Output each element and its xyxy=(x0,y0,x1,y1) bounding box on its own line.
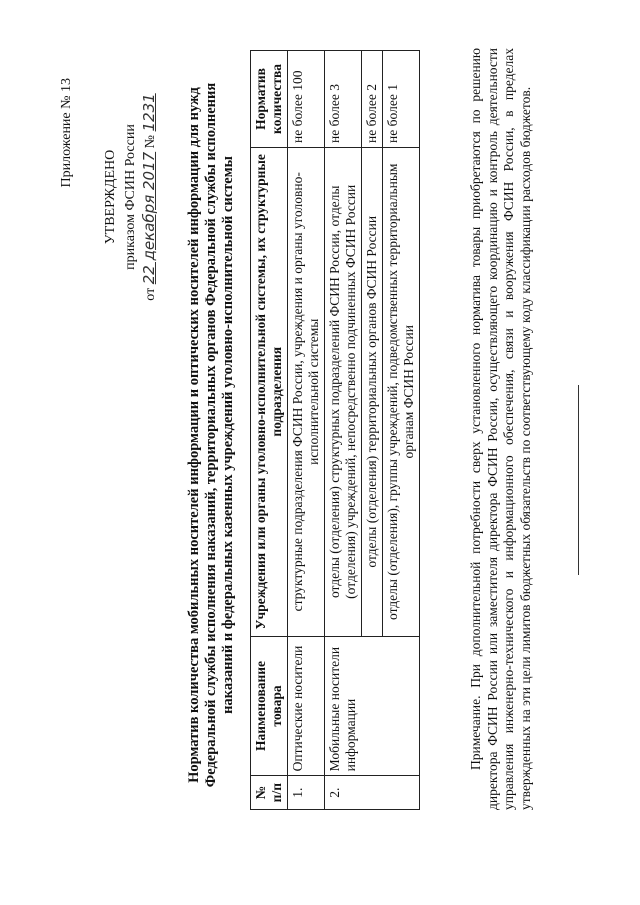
table-header-row xyxy=(251,51,288,810)
handwritten-date: 22 декабря 2017 xyxy=(140,151,158,285)
header-product-name: Наименование товара xyxy=(251,636,288,776)
row-num: 1. xyxy=(288,776,325,810)
row-product-name: Мобильные носители информации xyxy=(325,636,420,776)
row-institution: отделы (отделения), группы учреждений, подведомственных территориальным органам ФСИН России xyxy=(383,147,420,636)
appendix-number: Приложение № 13 xyxy=(59,78,74,188)
closing-rule xyxy=(578,385,579,575)
number-prefix: № xyxy=(143,134,158,149)
row-institution: отделы (отделения) структурных подразделений ФСИН России, отделы (отделения) учреждений, непосредственно подчиненных ФСИН России xyxy=(325,147,362,636)
norm-table xyxy=(250,50,420,810)
row-institution: структурные подразделения ФСИН России, учреждения и органы уголовно-исполнительной системы xyxy=(288,147,325,636)
table-row xyxy=(288,51,325,810)
row-product-name: Оптические носители xyxy=(288,636,325,776)
row-institution: отделы (отделения) территориальных органов ФСИН России xyxy=(362,147,383,636)
row-norm: не более 3 xyxy=(325,51,362,148)
date-prefix: от xyxy=(143,287,158,301)
header-institutions: Учреждения или органы уголовно-исполнительной системы, их структурные подразделения xyxy=(251,147,288,636)
approved-label: УТВЕРЖДЕНО xyxy=(103,149,118,245)
row-norm: не более 100 xyxy=(288,51,325,148)
approval-date-line xyxy=(140,72,160,322)
header-norm: Норматив количества xyxy=(251,51,288,148)
table-row xyxy=(325,51,362,810)
footnote: Примечание. При дополнительной потребности сверх установленного норматива товары приобретаются по решению директора ФСИН России или заместителя директора ФСИН России, осуществляющего координацию и контроль деятельности управления инженерно-технического и информационного обеспечения, связи и вооружения ФСИН России, в пределах утвержденных на эти цели лимитов бюджетных обязательств по соответствующему коду классификации расходов бюджетов. xyxy=(468,48,533,810)
handwritten-order-number: 1231 xyxy=(140,93,158,132)
row-norm: не более 1 xyxy=(383,51,420,148)
document-title: Норматив количества мобильных носителей информации и оптических носителей информации для нужд Федеральной службы исполнения наказаний, территориальных органов Федеральной службы исполнения наказаний и федеральных казенных учреждений уголовно-исполнительной системы xyxy=(186,82,236,788)
approval-block xyxy=(58,72,160,322)
header-num: № п/п xyxy=(251,776,288,810)
row-num: 2. xyxy=(325,776,420,810)
order-reference: приказом ФСИН России xyxy=(123,124,138,270)
row-norm: не более 2 xyxy=(362,51,383,148)
